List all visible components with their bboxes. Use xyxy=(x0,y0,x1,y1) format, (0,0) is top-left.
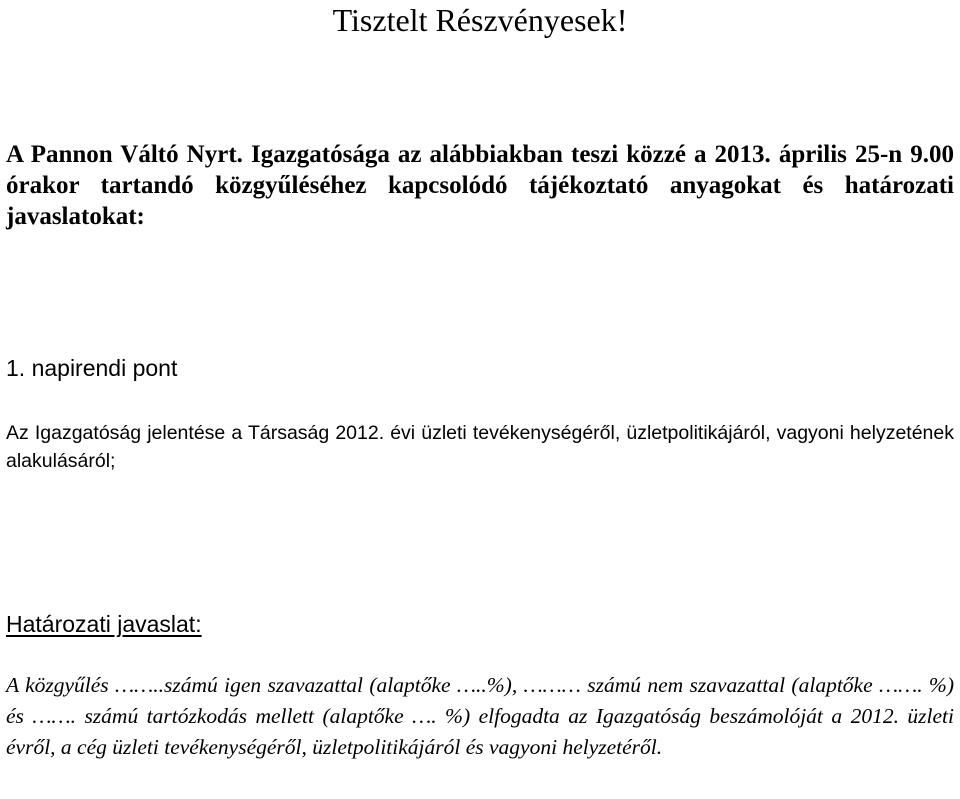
agenda-item-heading: 1. napirendi pont xyxy=(6,355,178,381)
proposal-text: A közgyűlés ……..számú igen szavazattal (alaptőke …..%), ……… számú nem szavazattal (alaptőke ……. %) és ……. számú tartózkodás mellett (alaptőke …. %) elfogadta az Igazgatóság beszámolóját a 2012. üzleti évről, a cég üzleti tevékenységéről, üzletpolitikájáról és vagyoni helyzetéről. xyxy=(6,673,954,759)
intro-text: A Pannon Váltó Nyrt. Igazgatósága az alábbiakban teszi közzé a 2013. április 25-n 9.00 órakor tartandó közgyűléséhez kapcsolódó tájékoztató anyagokat és határozati javaslatokat: xyxy=(6,141,954,230)
proposal-heading: Határozati javaslat: xyxy=(6,611,202,637)
agenda-item-text: Az Igazgatóság jelentése a Társaság 2012. évi üzleti tevékenységéről, üzletpolitikájáról, vagyoni helyzetének alakulásáról; xyxy=(6,422,954,472)
intro-paragraph xyxy=(6,139,954,232)
document-title: Tisztelt Részvényesek! xyxy=(332,2,628,38)
